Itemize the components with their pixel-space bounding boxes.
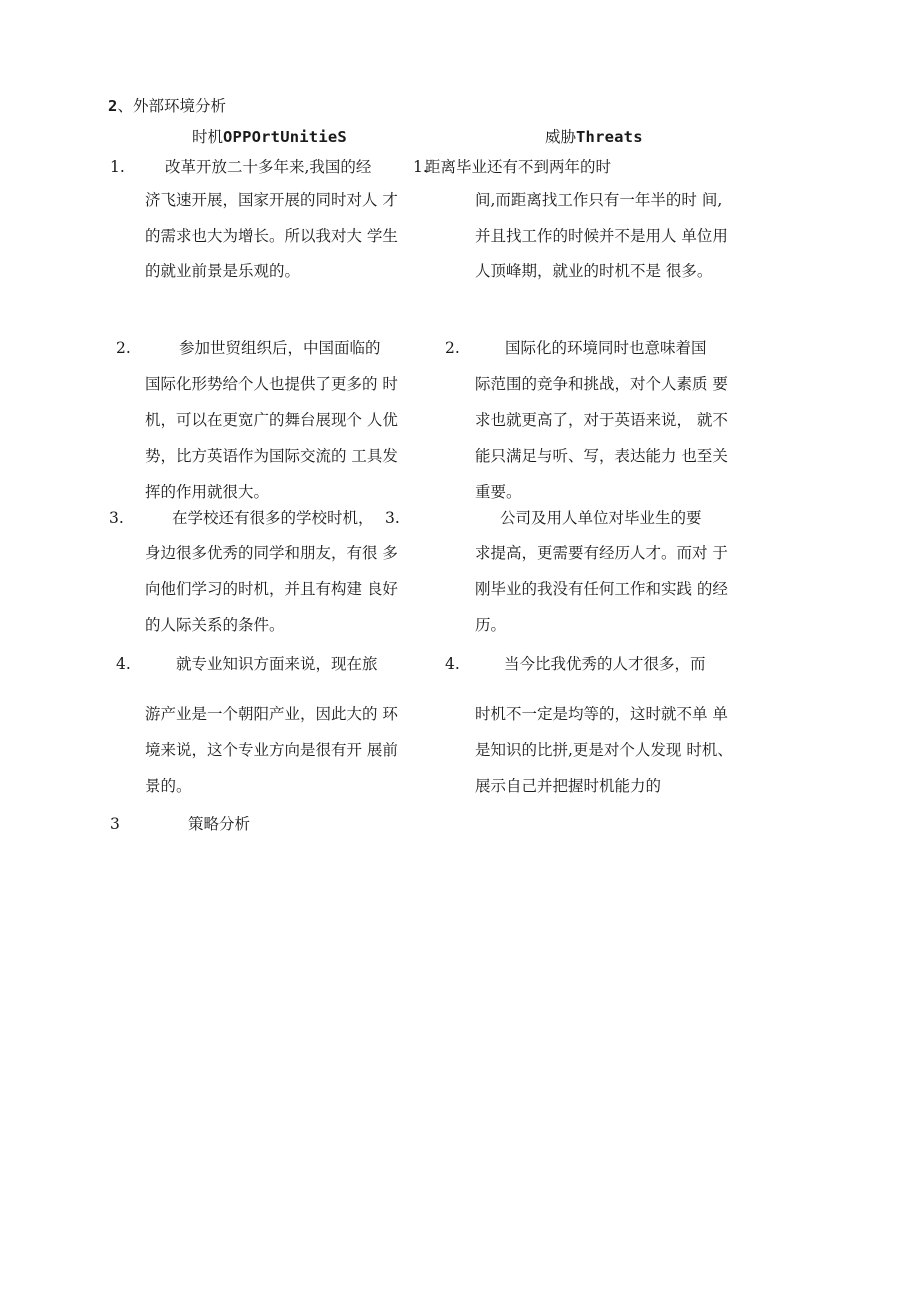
opportunity-1-line-4: 的就业前景是乐观的。 [145,262,301,280]
opportunity-3-line-2: 身边很多优秀的同学和朋友，有很 多 [145,544,398,562]
threat-3-line-4: 历。 [475,616,507,634]
threats-label-en: Threats [576,128,643,146]
threat-1-number: 1. [413,158,428,176]
opportunity-4-line-4: 景的。 [145,777,192,795]
opportunity-2-line-3: 机，可以在更宽广的舞台展现个 人优 [145,411,398,429]
threat-2-line-5: 重要。 [475,483,522,501]
opportunity-2-line-5: 挥的作用就很大。 [145,483,270,501]
opportunity-4-line-1: 就专业知识方面来说，现在旅 [176,655,378,673]
opportunity-2-line-4: 势，比方英语作为国际交流的 工具发 [145,447,398,465]
opportunity-1-line-3: 的需求也大为增长。所以我对大 学生 [145,227,398,245]
threat-1-line-4: 人顶峰期，就业的时机不是 很多。 [475,262,713,280]
threat-2-line-4: 能只满足与听、写，表达能力 也至关 [475,447,728,465]
threat-2-line-2: 际范围的竞争和挑战，对个人素质 要 [475,375,728,393]
opportunity-1-line-1: 改革开放二十多年来,我国的经 [165,158,372,176]
opportunity-3-line-4: 的人际关系的条件。 [145,616,285,634]
opportunity-4-number: 4. [116,655,131,673]
section-number: 2 [108,97,118,115]
threat-1-line-1: 距离毕业还有不到两年的时 [425,158,612,176]
footer-partial-clip [110,814,310,833]
threat-2-number: 2. [445,339,460,357]
threat-3-line-2: 求提高，更需要有经历人才。而对 于 [475,544,728,562]
threat-4-line-4-clip [475,776,775,795]
footer-partial-number: 3 [110,815,120,833]
threat-4-line-3: 是知识的比拼,更是对个人发现 时机、 [475,741,733,759]
threat-3-number: 3. [385,509,400,527]
opportunity-3-number: 3. [109,509,124,527]
opportunity-4-line-2: 游产业是一个朝阳产业，因此大的 环 [145,705,398,723]
section-title [108,96,226,116]
footer-partial-text: 策略分析 [188,815,251,833]
threat-1-line-2: 间,而距离找工作只有一年半的时 间, [475,191,723,209]
opportunities-header [192,127,347,147]
opportunity-2-number: 2. [116,339,131,357]
threat-3-line-3: 刚毕业的我没有任何工作和实践 的经 [475,580,728,598]
threat-4-line-2: 时机不一定是均等的，这时就不单 单 [475,705,728,723]
threat-1-line-3: 并且找工作的时候并不是用人 单位用 [475,227,728,245]
threat-2-line-3: 求也就更高了，对于英语来说， 就不 [475,411,728,429]
opportunity-1-number: 1. [110,158,125,176]
threat-4-number: 4. [445,655,460,673]
opportunity-3-line-3: 向他们学习的时机，并且有构建 良好 [145,580,398,598]
threats-header [545,127,643,147]
threat-3-line-1: 公司及用人单位对毕业生的要 [500,509,702,527]
threats-label-cn: 威胁 [545,128,577,146]
opportunity-1-line-2: 济飞速开展，国家开展的同时对人 才 [145,191,398,209]
opportunity-3-line-1: 在学校还有很多的学校时机， [172,509,374,527]
opportunities-label-cn: 时机 [192,128,224,146]
threat-4-line-4: 展示自己并把握时机能力的 [475,777,662,795]
threat-4-line-1: 当今比我优秀的人才很多，而 [504,655,706,673]
opportunity-4-line-3: 境来说，这个专业方向是很有开 展前 [145,741,398,759]
opportunity-2-line-2: 国际化形势给个人也提供了更多的 时 [145,375,398,393]
opportunity-2-line-1: 参加世贸组织后，中国面临的 [179,339,381,357]
opportunities-label-en: OPPOrtUnitieS [223,128,347,146]
threat-2-line-1: 国际化的环境同时也意味着国 [505,339,707,357]
section-title-text: 、外部环境分析 [117,97,227,115]
